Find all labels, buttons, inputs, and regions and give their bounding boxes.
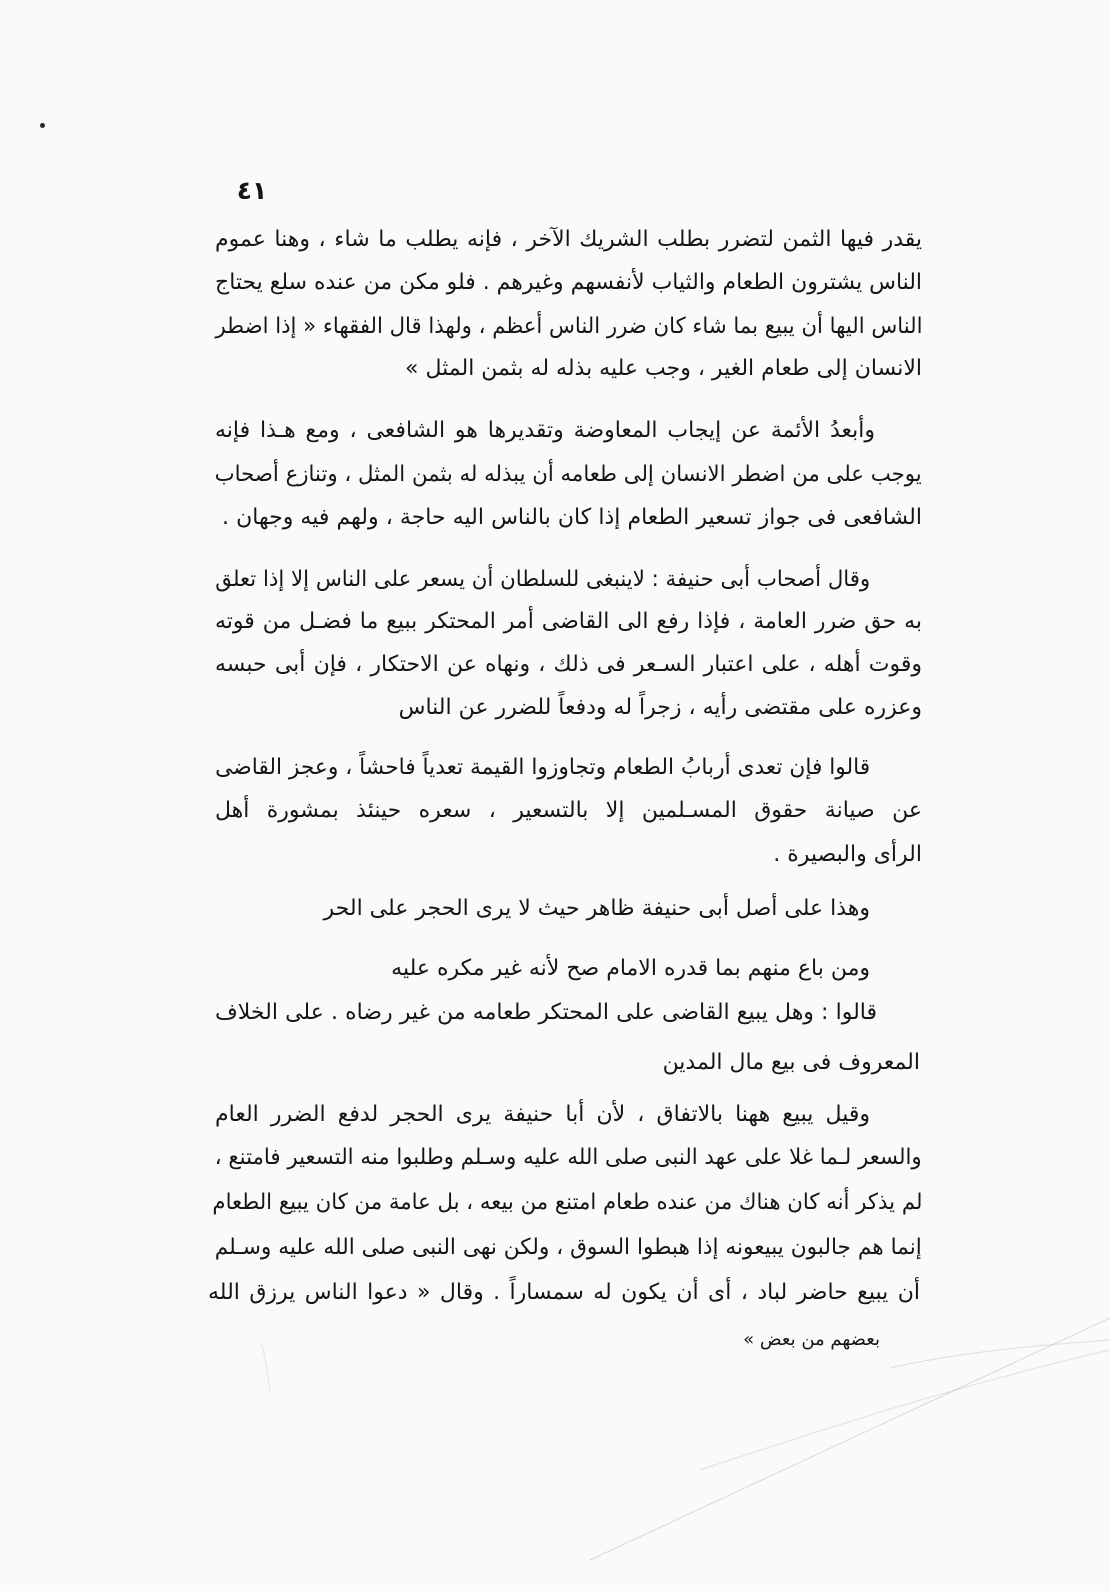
text-line: [215, 993, 877, 1033]
text-line-content: وهذا على أصل أبى حنيفة ظاهر حيث لا يرى الحجر على الحر: [323, 896, 870, 921]
text-line-content: بعضهم من بعض »: [743, 1329, 880, 1350]
text-line-content: عن صيانة حقوق المسـلمين إلا بالتسعير ، سعره حينئذ بمشورة أهل: [215, 798, 922, 823]
text-line: [222, 498, 922, 538]
text-line: [215, 748, 870, 788]
text-line-content: وأبعدُ الأئمة عن إيجاب المعاوضة وتقديرها هو الشافعى ، ومع هـذا فإنه: [215, 418, 875, 443]
text-line-content: قالوا : وهل يبيع القاضى على المحتكر طعامه من غير رضاه . على الخلاف: [215, 1000, 877, 1025]
text-line: [215, 560, 870, 600]
text-line: [215, 455, 922, 495]
text-line-content: الشافعى فى جواز تسعير الطعام إذا كان بالناس اليه حاجة ، ولهم فيه وجهان .: [222, 505, 922, 530]
text-line: [215, 349, 922, 389]
text-line: [215, 1228, 922, 1268]
text-line: [215, 1095, 870, 1135]
text-line-content: وقوت أهله ، على اعتبار السـعر فى ذلك ، ونهاه عن الاحتكار ، فإن أبى حبسه: [215, 652, 922, 677]
text-line: [215, 688, 922, 728]
text-line-content: به حق ضرر العامة ، فإذا رفع الى القاضى أمر المحتكر ببيع ما فضـل من قوته: [215, 609, 922, 634]
text-line: [208, 1273, 920, 1313]
text-line: [220, 1320, 880, 1360]
text-line-content: الانسان إلى طعام الغير ، وجب عليه بذله له بثمن المثل »: [405, 356, 922, 381]
text-line-content: وقيل يبيع ههنا بالاتفاق ، لأن أبا حنيفة يرى الحجر لدفع الضرر العام: [215, 1102, 870, 1127]
text-line: [215, 411, 875, 451]
text-line-content: الرأى والبصيرة .: [773, 842, 922, 867]
text-line-content: المعروف فى بيع مال المدين: [662, 1050, 920, 1075]
text-line-content: يقدر فيها الثمن لتضرر بطلب الشريك الآخر ، فإنه يطلب ما شاء ، وهنا عموم: [215, 227, 922, 252]
text-line: [215, 645, 922, 685]
text-line-content: قالوا فإن تعدى أربابُ الطعام وتجاوزوا القيمة تعدياً فاحشاً ، وعجز القاضى: [215, 755, 870, 780]
scan-speck: [40, 123, 45, 128]
text-line-content: الناس يشترون الطعام والثياب لأنفسهم وغيرهم . فلو مكن من عنده سلع يحتاج: [215, 270, 922, 295]
page-number: ٤١: [236, 176, 268, 205]
text-line-content: وقال أصحاب أبى حنيفة : لاينبغى للسلطان أن يسعر على الناس إلا إذا تعلق: [215, 567, 870, 592]
text-line: [215, 307, 922, 347]
text-line: [215, 602, 922, 642]
text-line-content: أن يبيع حاضر لباد ، أى أن يكون له سمساراً . وقال « دعوا الناس يرزق الله: [208, 1280, 920, 1305]
text-line-content: ومن باع منهم بما قدره الامام صح لأنه غير مكره عليه: [391, 956, 870, 981]
text-line: [215, 1138, 922, 1178]
text-line-content: لم يذكر أنه كان هناك من عنده طعام امتنع من بيعه ، بل عامة من كان يبيع الطعام: [212, 1190, 922, 1215]
text-line-content: والسعر لـما غلا على عهد النبى صلى الله عليه وسـلم وطلبوا منه التسعير فامتنع ،: [215, 1145, 922, 1170]
text-line-content: إنما هم جالبون يبيعونه إذا هبطوا السوق ، ولكن نهى النبى صلى الله عليه وسـلم: [215, 1235, 922, 1260]
text-line: [215, 1043, 920, 1083]
text-line-content: الناس اليها أن يبيع بما شاء كان ضرر الناس أعظم ، ولهذا قال الفقهاء « إذا اضطر: [215, 314, 922, 339]
text-line: [215, 263, 922, 303]
text-line: [212, 1183, 922, 1223]
text-line-content: يوجب على من اضطر الانسان إلى طعامه أن يبذله له بثمن المثل ، وتنازع أصحاب: [215, 462, 922, 487]
text-line: [215, 791, 922, 831]
text-line: [215, 835, 922, 875]
text-line: [215, 889, 870, 929]
text-line-content: وعزره على مقتضى رأيه ، زجراً له ودفعاً للضرر عن الناس: [398, 695, 922, 720]
text-line: [215, 220, 922, 260]
text-line: [215, 949, 870, 989]
